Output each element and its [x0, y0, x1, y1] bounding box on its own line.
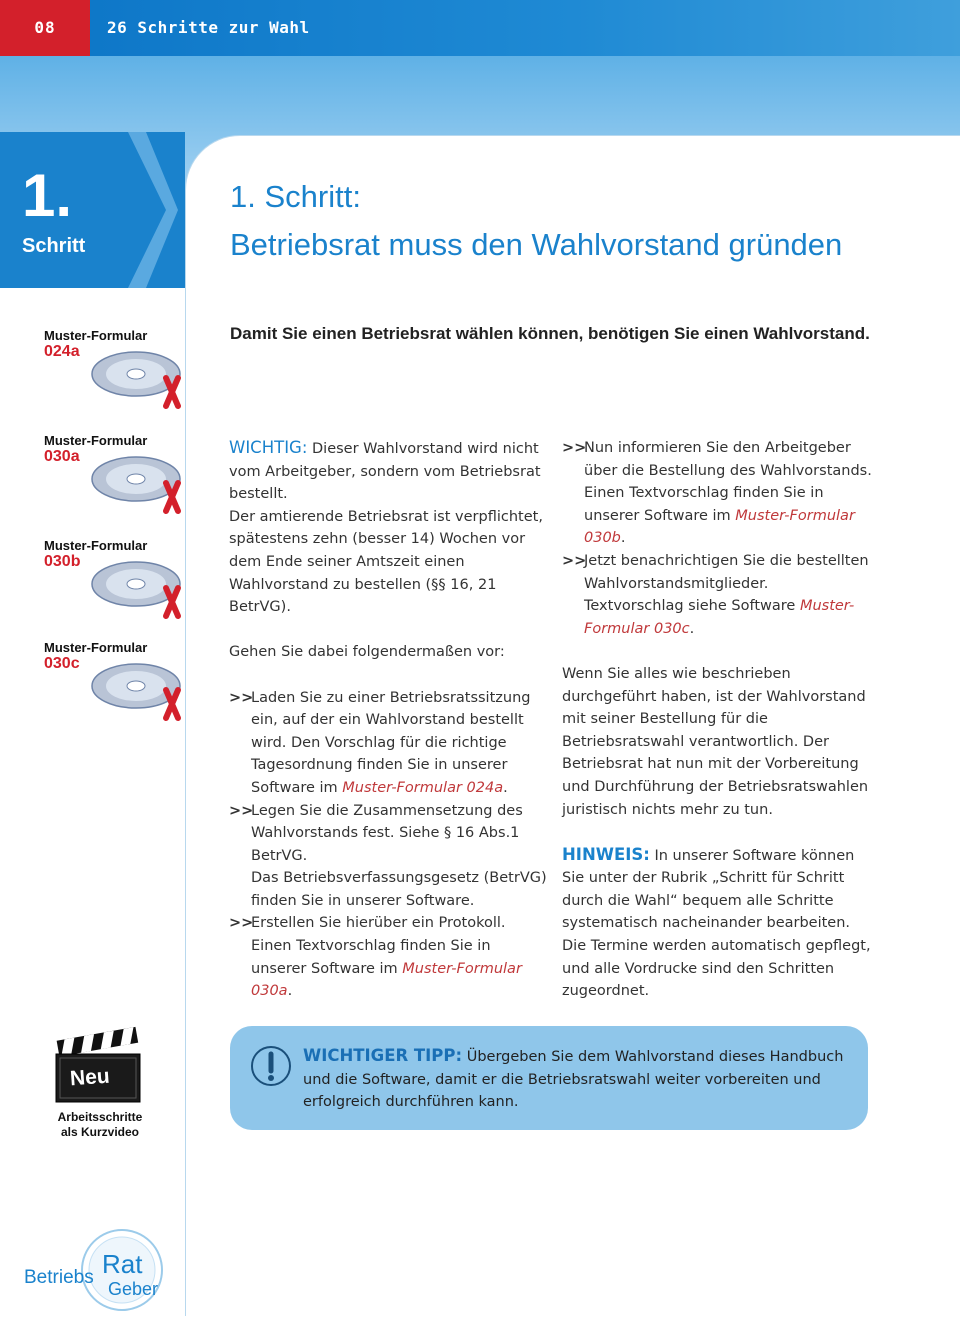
header-title: 26 Schritte zur Wahl — [107, 18, 310, 37]
bullet-subtext: Das Betriebsverfassungsgesetz (BetrVG) finden Sie in unserer Software. — [251, 870, 547, 909]
video-badge-label: Neu — [69, 1064, 111, 1091]
step-number: 1. — [22, 162, 73, 229]
procedure-intro: Gehen Sie dabei folgendermaßen vor: — [229, 644, 505, 661]
muster-link-030c[interactable]: Muster-Formular 030c — [584, 598, 855, 637]
list-item: >> Laden Sie zu einer Betriebsratssitzung ein, auf der ein Wahlvorstand bestellt wird. Den Vorschlag für die richtige Tagesordnung finden Sie in unserer Software im Muster-Formular 024a. — [229, 687, 549, 800]
hinweis-paragraph — [562, 844, 874, 1003]
duty-paragraph: Der amtierende Betriebsrat ist verpflichtet, spätestens zehn (besser 14) Wochen vor dem Ende seiner Amtszeit einen Wahlvorstand zu bestellen (§§ 16, 21 BetrVG). — [229, 508, 543, 616]
text-column-right — [562, 437, 874, 1003]
list-item: >> Nun informieren Sie den Arbeitgeber über die Bestellung des Wahlvorstands. Einen Textvorschlag finden Sie in unserer Software im Muster-Formular 030b. — [562, 437, 874, 550]
muster-label: Muster-Formular — [44, 538, 148, 553]
bullet-text: Erstellen Sie hierüber ein Protokoll. — [251, 915, 506, 932]
bullet-marker: >> — [229, 915, 254, 932]
text-column-left — [229, 437, 549, 1003]
bullet-text: Laden Sie zu einer Betriebsratssitzung ein, auf der ein Wahlvorstand bestellt wird. Den Vorschlag für die richtige Tagesordnung finden Sie in unserer Software im — [251, 689, 531, 796]
video-caption — [44, 1110, 156, 1140]
bullet-text: Nun informieren Sie den Arbeitgeber über die Bestellung des Wahlvorstands. Einen Textvorschlag finden Sie in unserer Software im — [584, 440, 872, 524]
hinweis-label: HINWEIS: — [562, 844, 650, 864]
muster-link-030b[interactable]: Muster-Formular 030b — [584, 507, 855, 547]
page-number: 08 — [0, 0, 90, 56]
cd-rom-icon — [74, 652, 182, 724]
wichtig-text: Dieser Wahlvorstand wird nicht vom Arbeitgeber, sondern vom Betriebsrat bestellt. — [229, 441, 541, 503]
logo-text-rat: Rat — [102, 1249, 143, 1279]
muster-label: Muster-Formular — [44, 640, 148, 655]
cd-rom-icon — [74, 340, 182, 412]
wichtig-paragraph — [229, 437, 549, 506]
muster-code: 030c — [44, 655, 80, 672]
muster-formular-badge-030c[interactable] — [44, 640, 174, 720]
hinweis-text: In unserer Software können Sie unter der Rubrik „Schritt für Schritt durch die Wahl“ bequem alle Schritte systematisch nacheinander bearbeiten. Die Termine werden automatisch gepflegt, und alle Vordrucke sind den Schritten zugeordnet. — [562, 847, 871, 1000]
logo-text-geber: Geber — [108, 1279, 159, 1299]
list-item: >> Jetzt benachrichtigen Sie die bestellten Wahlvorstandsmitglieder. Textvorschlag siehe Software Muster-Formular 030c. — [562, 550, 874, 640]
bullet-marker: >> — [229, 802, 254, 819]
chevron-icon — [88, 132, 178, 288]
intro-text: Damit Sie einen Betriebsrat wählen können, benötigen Sie einen Wahlvorstand. — [230, 324, 870, 343]
muster-label: Muster-Formular — [44, 433, 148, 448]
video-caption-line2: als Kurzvideo — [60, 1125, 140, 1139]
muster-code: 030a — [44, 448, 80, 465]
video-caption-line1: Arbeitsschritte — [57, 1110, 143, 1124]
tip-text: Übergeben Sie dem Wahlvorstand dieses Handbuch und die Software, damit er die Betriebsratswahl weiter vorbereiten und erfolgreich durchführen kann. — [303, 1049, 844, 1111]
bullet-marker: >> — [562, 552, 587, 569]
tip-heading: WICHTIGER TIPP: — [303, 1046, 463, 1065]
bullet-text: Jetzt benachrichtigen Sie die bestellten Wahlvorstandsmitglieder. — [584, 552, 869, 592]
page-title-line2: Betriebsrat muss den Wahlvorstand gründen — [230, 227, 843, 262]
cd-rom-icon — [74, 550, 182, 622]
list-item — [229, 800, 549, 913]
bullet-text: Legen Sie die Zusammensetzung des Wahlvorstands fest. Siehe § 16 Abs.1 BetrVG. — [251, 802, 523, 864]
bullet-marker: >> — [562, 440, 587, 456]
tip-text-block — [303, 1045, 848, 1114]
cd-rom-icon — [74, 445, 182, 517]
bullet-subtext: Einen Textvorschlag finden Sie in unserer Software im — [251, 938, 491, 977]
muster-link-024a[interactable]: Muster-Formular 024a — [342, 779, 504, 796]
bullet-subtext: Textvorschlag siehe Software — [584, 598, 796, 615]
muster-formular-badge-030b[interactable] — [44, 538, 174, 618]
page-title-line1: 1. Schritt: — [230, 179, 361, 214]
muster-code: 024a — [44, 343, 80, 360]
responsibility-paragraph: Wenn Sie alles wie beschrieben durchgeführt haben, ist der Wahlvorstand mit seiner Bestellung für die Betriebsratswahl verantwortlich. Der Betriebsrat hat nun mit der Vorbereitung und Durchführung der Betriebsratswahlen juristisch nichts mehr zu tun. — [562, 665, 869, 818]
bullet-marker: >> — [229, 689, 254, 706]
step-word: Schritt — [22, 235, 86, 257]
muster-code: 030b — [44, 553, 81, 570]
exclamation-icon — [249, 1044, 293, 1088]
muster-link-030a[interactable]: Muster-Formular 030a — [251, 960, 522, 1000]
muster-formular-badge-030a[interactable] — [44, 433, 174, 513]
muster-formular-badge-024a[interactable] — [44, 328, 174, 408]
list-item: >> Erstellen Sie hierüber ein Protokoll. Einen Textvorschlag finden Sie in unserer Software im Muster-Formular 030a. — [229, 912, 549, 1002]
muster-label: Muster-Formular — [44, 328, 148, 343]
wichtig-label: WICHTIG: — [229, 438, 308, 457]
logo-text-betriebs: Betriebs — [24, 1267, 94, 1288]
betriebsratgeber-logo — [22, 1225, 172, 1315]
